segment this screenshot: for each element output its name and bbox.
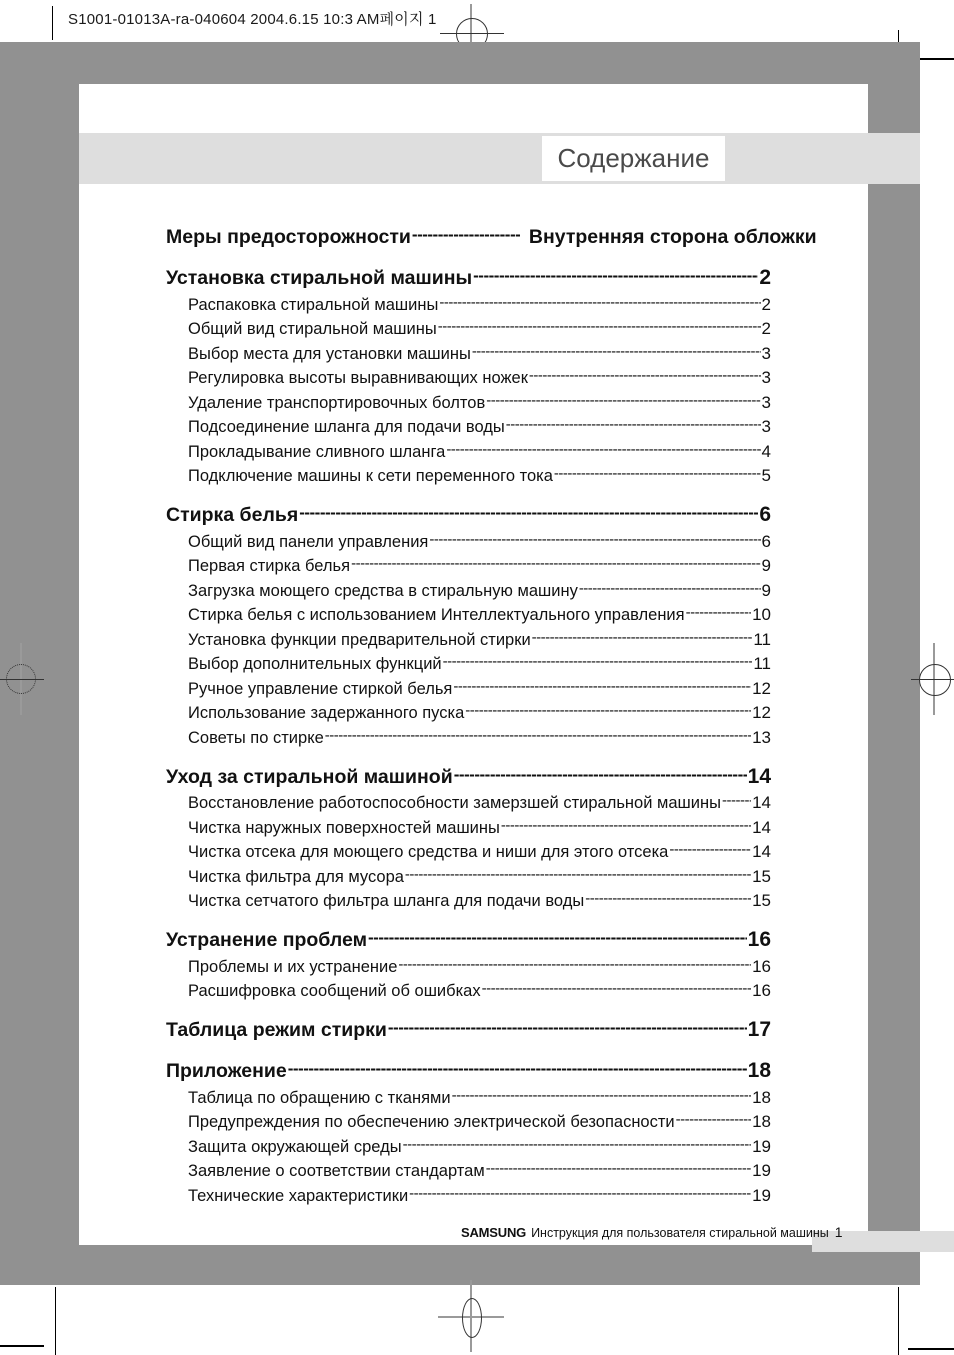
toc-entry-label: Чистка отсека для моющего средства и ниши для этого отсека: [188, 843, 669, 861]
brand-logo: SAMSUNG: [461, 1225, 527, 1240]
prepress-header-text: S1001-01013A-ra-040604 2004.6.15 10:3 AM페이지 1: [68, 11, 437, 28]
toc-entry-label: Технические характеристики: [188, 1186, 409, 1205]
toc-leader-dots: [722, 795, 751, 812]
toc-leader-dots: [368, 931, 747, 951]
toc-entry-label: Предупреждения по обеспечению электрической безопасности: [188, 1113, 675, 1131]
registration-mark-bottom: [462, 1298, 482, 1338]
prepress-rule: [52, 6, 53, 40]
toc-leader-dots: [446, 444, 760, 461]
toc-leader-dots: [454, 768, 747, 788]
toc-entry-page: 16: [752, 956, 771, 976]
toc-entry-label: Регулировка высоты выравнивающих ножек: [188, 369, 528, 387]
toc-entry-label: Приложение: [166, 1060, 287, 1082]
toc-entry-label: Защита окружающей среды: [188, 1137, 402, 1156]
toc-entry-label: Меры предосторожности: [166, 226, 411, 248]
toc-entry-page: 14: [752, 842, 771, 861]
footer-page-number: 1: [834, 1224, 843, 1240]
toc-entry-label: Выбор дополнительных функций: [188, 655, 442, 673]
toc-entry-page: 17: [747, 1018, 771, 1041]
toc-section-row[interactable]: [166, 266, 771, 290]
toc-leader-dots: [501, 820, 751, 837]
toc-entry-page: 15: [752, 891, 771, 910]
toc-leader-dots: [405, 869, 751, 886]
toc-item-row[interactable]: [188, 842, 771, 862]
registration-mark-right: [919, 664, 951, 696]
toc-entry-label: Использование задержанного пуска: [188, 704, 465, 722]
toc-entry-label: Ручное управление стиркой белья: [188, 679, 453, 698]
toc-entry-label: Проблемы и их устранение: [188, 957, 398, 976]
toc-item-row[interactable]: [188, 867, 771, 887]
toc-item-row[interactable]: [188, 1137, 771, 1157]
toc-entry-label: Таблица по обращению с тканями: [188, 1088, 451, 1107]
toc-leader-dots: [453, 681, 751, 698]
toc-entry-label: Прокладывание сливного шланга: [188, 442, 446, 461]
toc-entry-page: 3: [761, 368, 771, 387]
toc-leader-dots: [403, 1139, 752, 1156]
toc-leader-dots: [325, 730, 751, 747]
toc-item-row[interactable]: [188, 793, 771, 813]
toc-leader-dots: [452, 1090, 752, 1107]
toc-section-row[interactable]: [166, 1059, 771, 1083]
toc-leader-dots: [554, 468, 761, 485]
toc-leader-dots: [529, 370, 761, 387]
toc-leader-dots: [506, 419, 761, 436]
toc-item-row[interactable]: [188, 295, 771, 315]
toc-entry-page: 3: [761, 343, 771, 363]
toc-item-row[interactable]: [188, 1186, 771, 1206]
toc-entry-label: Устранение проблем: [166, 929, 368, 951]
toc-entry-label: Загрузка моющего средства в стиральную машину: [188, 581, 578, 600]
toc-item-row[interactable]: [188, 654, 771, 674]
registration-mark-left: [6, 664, 36, 694]
toc-entry-label: Общий вид стиральной машины: [188, 320, 437, 338]
toc-leader-dots: [465, 705, 751, 722]
toc-entry-label: Советы по стирке: [188, 728, 324, 747]
toc-item-row[interactable]: [188, 556, 771, 576]
toc-leader-dots: [676, 1114, 751, 1131]
toc-entry-page: 15: [752, 866, 771, 886]
toc-item-row[interactable]: [188, 344, 771, 364]
toc-item-row[interactable]: [188, 891, 771, 911]
toc-leader-dots: [351, 558, 760, 575]
toc-entry-page: 19: [752, 1185, 771, 1205]
toc-entry-page: 16: [747, 928, 771, 951]
toc-entry-page: 6: [761, 531, 771, 551]
footer-text: Инструкция для пользователя стиральной машины: [531, 1226, 829, 1240]
toc-leader-dots: [438, 321, 761, 338]
toc-item-row[interactable]: [188, 1088, 771, 1108]
toc-entry-label: Распаковка стиральной машины: [188, 295, 439, 314]
toc-entry-page: 10: [752, 605, 771, 624]
toc-item-row[interactable]: [188, 368, 771, 388]
toc-item-row[interactable]: [188, 728, 771, 748]
toc-entry-label: Общий вид панели управления: [188, 532, 429, 551]
toc-section-row[interactable]: [166, 226, 817, 249]
toc-entry-page: 18: [747, 1059, 771, 1082]
toc-leader-dots: [439, 297, 760, 314]
toc-leader-dots: [429, 534, 760, 551]
toc-entry-label: Чистка сетчатого фильтра шланга для подачи воды: [188, 892, 585, 910]
toc-entry-label: Выбор места для установки машины: [188, 344, 471, 363]
toc-entry-page: 14: [752, 817, 771, 837]
toc-entry-page: 12: [752, 678, 771, 698]
toc-leader-dots: [412, 228, 520, 248]
toc-item-row[interactable]: [188, 466, 771, 486]
toc-leader-dots: [486, 395, 760, 412]
toc-section-row[interactable]: [166, 1018, 771, 1042]
toc-leader-dots: [532, 632, 753, 649]
toc-entry-page: 5: [761, 466, 771, 485]
toc-item-row[interactable]: [188, 532, 771, 552]
toc-entry-target: Внутренняя сторона обложки: [528, 226, 817, 248]
toc-entry-label: Стирка белья с использованием Интеллектуального управления: [188, 606, 685, 624]
toc-entry-page: 6: [759, 503, 771, 526]
page-title-box: [542, 136, 725, 181]
toc-item-row[interactable]: [188, 319, 771, 339]
toc-entry-label: Восстановление работоспособности замерзшей стиральной машины: [188, 794, 721, 812]
toc-leader-dots: [473, 269, 758, 289]
toc-leader-dots: [288, 1062, 747, 1082]
toc-entry-label: Чистка наружных поверхностей машины: [188, 818, 500, 837]
toc-leader-dots: [472, 346, 761, 363]
toc-section-row[interactable]: [166, 503, 771, 527]
toc-leader-dots: [409, 1188, 751, 1205]
toc-leader-dots: [585, 893, 751, 910]
page-footer: [461, 1224, 843, 1240]
toc-entry-label: Подсоединение шланга для подачи воды: [188, 418, 505, 436]
toc-leader-dots: [299, 506, 758, 526]
toc-entry-page: 11: [753, 654, 771, 673]
table-of-contents: [166, 226, 817, 1206]
toc-item-row[interactable]: [188, 1161, 771, 1181]
toc-entry-page: 9: [761, 580, 771, 600]
toc-leader-dots: [398, 959, 751, 976]
toc-entry-label: Первая стирка белья: [188, 557, 351, 575]
toc-item-row[interactable]: [188, 442, 771, 462]
toc-leader-dots: [486, 1163, 751, 1180]
crop-mark-bottom-left-vertical: [55, 1287, 56, 1355]
toc-entry-page: 13: [752, 727, 771, 747]
toc-entry-label: Установка функции предварительной стирки: [188, 630, 531, 649]
toc-entry-page: 4: [761, 441, 771, 461]
toc-entry-page: 2: [759, 266, 771, 289]
section-header-band: [79, 133, 920, 184]
toc-entry-page: 2: [761, 294, 771, 314]
toc-item-row[interactable]: [188, 818, 771, 838]
toc-entry-label: Расшифровка сообщений об ошибках: [188, 982, 481, 1000]
crop-mark-bottom-right-vertical: [898, 1287, 899, 1355]
toc-entry-page: 12: [752, 703, 771, 722]
toc-entry-page: 14: [752, 793, 771, 812]
toc-entry-page: 3: [761, 392, 771, 412]
toc-entry-label: Заявление о соответствии стандартам: [188, 1162, 485, 1180]
toc-section-row[interactable]: [166, 765, 771, 789]
crop-mark-bottom-right-horizontal: [908, 1348, 954, 1350]
toc-entry-page: 11: [753, 629, 771, 649]
toc-entry-label: Уход за стиральной машиной: [166, 765, 453, 788]
toc-item-row[interactable]: [188, 417, 771, 437]
toc-entry-page: 19: [752, 1161, 771, 1180]
toc-entry-page: 18: [752, 1112, 771, 1131]
toc-entry-page: 14: [747, 764, 771, 788]
toc-entry-label: Чистка фильтра для мусора: [188, 867, 404, 886]
toc-entry-page: 3: [761, 417, 771, 436]
toc-item-row[interactable]: [188, 605, 771, 625]
toc-entry-label: Удаление транспортировочных болтов: [188, 393, 486, 412]
toc-item-row[interactable]: [188, 630, 771, 650]
toc-leader-dots: [686, 607, 751, 624]
toc-leader-dots: [669, 844, 751, 861]
toc-item-row[interactable]: [188, 1112, 771, 1132]
toc-entry-page: 9: [761, 556, 771, 575]
toc-entry-page: 2: [761, 319, 771, 338]
toc-entry-label: Установка стиральной машины: [166, 267, 473, 289]
toc-leader-dots: [388, 1021, 747, 1041]
toc-entry-label: Стирка белья: [166, 504, 299, 526]
toc-entry-page: 18: [752, 1087, 771, 1107]
toc-item-row[interactable]: [188, 581, 771, 601]
toc-item-row[interactable]: [188, 703, 771, 723]
toc-item-row[interactable]: [188, 957, 771, 977]
toc-entry-label: Таблица режим стирки: [166, 1019, 387, 1041]
toc-item-row[interactable]: [188, 393, 771, 413]
toc-entry-label: Подключение машины к сети переменного тока: [188, 467, 553, 485]
toc-leader-dots: [443, 656, 753, 673]
toc-item-row[interactable]: [188, 679, 771, 699]
crop-mark-bottom-left-horizontal: [0, 1345, 44, 1347]
toc-leader-dots: [579, 583, 761, 600]
toc-item-row[interactable]: [188, 981, 771, 1001]
toc-section-row[interactable]: [166, 928, 771, 952]
toc-entry-page: 19: [752, 1136, 771, 1156]
toc-leader-dots: [482, 983, 751, 1000]
toc-entry-page: 16: [752, 981, 771, 1000]
page-title: Содержание: [557, 143, 710, 173]
document-page: [79, 84, 868, 1245]
